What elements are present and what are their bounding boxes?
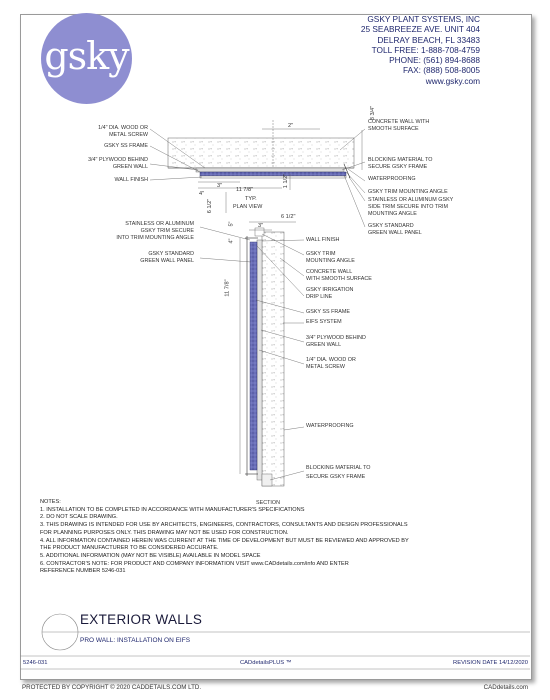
section-label-blocking-2: SECURE GSKY FRAME — [306, 474, 366, 480]
section-dim-b: 3" — [258, 223, 264, 229]
note-item: 2. DO NOT SCALE DRAWING. — [40, 514, 118, 521]
company-address-1: 25 SEABREEZE AVE. UNIT 404 — [360, 24, 480, 35]
plan-plywood — [196, 168, 344, 172]
section-label-trim-3: INTO TRIM MOUNTING ANGLE — [116, 235, 194, 241]
section-dim-a: 5" — [228, 221, 235, 227]
plan-label-side-trim-2: SIDE TRIM SECURE INTO TRIM — [368, 204, 448, 210]
note-item: FOR PLANNING PURPOSES ONLY. THIS DRAWING MAY NOT BE USED FOR CONSTRUCTION. — [40, 529, 289, 536]
company-address-2: DELRAY BEACH, FL 33483 — [377, 34, 480, 45]
section-title: SECTION — [256, 500, 280, 506]
plan-label-plywood-2: GREEN WALL — [112, 164, 148, 170]
section-label-screw-2: METAL SCREW — [306, 364, 345, 370]
company-name: GSKY PLANT SYSTEMS, INC — [367, 14, 480, 24]
plan-dim-typ: TYP. — [245, 196, 257, 202]
section-view — [200, 222, 304, 486]
section-label-panel-2: GREEN WALL PANEL — [140, 258, 194, 264]
plan-label-concrete-1: CONCRETE WALL WITH — [368, 119, 430, 125]
reference-number: 5246-031 — [23, 660, 48, 666]
section-green-wall-panel — [250, 242, 257, 470]
note-item: 3. THIS DRAWING IS INTENDED FOR USE BY ARCHITECTS, ENGINEERS, CONTRACTORS, CONSULTANTS AND DESIGN PROFESSIONALS — [40, 522, 408, 529]
company-website[interactable]: www.gsky.com — [425, 75, 480, 86]
section-label-concrete-2: WITH SMOOTH SURFACE — [306, 276, 372, 282]
plan-label-waterproofing: WATERPROOFING — [368, 176, 416, 182]
section-label-blocking-1: BLOCKING MATERIAL TO — [306, 465, 371, 471]
note-item: REFERENCE NUMBER 5246-031 — [40, 568, 126, 575]
copyright-text: PROTECTED BY COPYRIGHT © 2020 CADDETAILS.COM LTD. — [22, 684, 202, 691]
plan-label-ss-frame: GSKY SS FRAME — [104, 143, 148, 149]
section-dim-height: 11 7/8" — [224, 279, 231, 297]
plan-label-blocking-2: SECURE GSKY FRAME — [368, 164, 428, 170]
plan-label-plywood-1: 3/4" PLYWOOD BEHIND — [88, 157, 148, 163]
logo-text: gsky — [44, 34, 129, 78]
notes-heading: NOTES: — [40, 499, 61, 505]
plan-label-blocking-1: BLOCKING MATERIAL TO — [368, 157, 433, 163]
plan-label-concrete-2: SMOOTH SURFACE — [368, 126, 419, 132]
plan-dim-b: 4" — [199, 191, 205, 197]
note-item: 5. ADDITIONAL INFORMATION (MAY NOT BE VISIBLE) AVAILABLE IN MODEL SPACE — [40, 552, 261, 559]
section-label-trim-2: GSKY TRIM SECURE — [140, 228, 194, 234]
note-item: 6. CONTRACTOR'S NOTE: FOR PRODUCT AND COMPANY INFORMATION VISIT www.CADdetails.com/info AND ENTER — [40, 560, 349, 567]
section-label-concrete-1: CONCRETE WALL — [306, 269, 353, 275]
drawing-title: EXTERIOR WALLS — [80, 612, 203, 627]
section-label-trim-angle-2: MOUNTING ANGLE — [306, 258, 355, 264]
section-label-plywood-1: 3/4" PLYWOOD BEHIND — [306, 335, 366, 341]
section-plywood — [257, 240, 262, 480]
revision-date: REVISION DATE 14/12/2020 — [453, 660, 528, 666]
plan-label-panel-1: GSKY STANDARD — [368, 223, 414, 229]
section-dim-c: 4" — [228, 238, 235, 244]
section-label-irrigation-2: DRIP LINE — [306, 294, 333, 300]
plan-label-side-trim-1: STAINLESS OR ALUMINUM GSKY — [368, 197, 454, 203]
plan-view — [150, 120, 365, 227]
section-label-wall-finish: WALL FINISH — [306, 237, 340, 243]
section-label-waterproofing: WATERPROOFING — [306, 423, 354, 429]
plan-concrete-wall — [168, 138, 354, 168]
section-label-plywood-2: GREEN WALL — [306, 342, 342, 348]
section-label-trim-angle-1: GSKY TRIM — [306, 251, 336, 257]
plan-green-wall-panel — [200, 172, 346, 176]
company-fax: FAX: (888) 508-8005 — [402, 65, 480, 76]
section-label-ss-frame: GSKY SS FRAME — [306, 309, 350, 315]
section-label-panel-1: GSKY STANDARD — [148, 251, 194, 257]
section-label-trim-1: STAINLESS OR ALUMINUM — [125, 221, 194, 227]
plan-label-screw-1: 1/4" DIA. WOOD OR — [98, 125, 148, 131]
note-item: THE PRODUCT MANUFACTURER TO BE CONSIDERED ACCURATE. — [40, 545, 219, 552]
notes-block — [40, 499, 409, 576]
note-item: 4. ALL INFORMATION CONTAINED HEREIN WAS CURRENT AT THE TIME OF DEVELOPMENT BUT MUST BE REVIEWED AND APPROVED BY — [40, 537, 409, 544]
plan-dim-a: 3" — [217, 183, 223, 189]
cadetails-plus: CADdetailsPLUS ™ — [240, 660, 292, 666]
note-item: 1. INSTALLATION TO BE COMPLETED IN ACCORDANCE WITH MANUFACTURER'S SPECIFICATIONS — [40, 506, 305, 513]
caddetails-link[interactable]: CADdetails.com — [483, 684, 528, 691]
section-label-eifs: EIFS SYSTEM — [306, 319, 342, 325]
plan-dim-depth: 8 3/4" — [370, 105, 377, 121]
section-trim-angle — [255, 228, 264, 236]
plan-view-title: PLAN VIEW — [233, 204, 263, 210]
plan-dim-top: 2" — [288, 123, 294, 129]
plan-dim-d: 6 1/2" — [207, 198, 214, 214]
company-toll-free: TOLL FREE: 1-888-708-4759 — [371, 44, 480, 55]
company-phone: PHONE: (561) 894-8688 — [389, 55, 480, 66]
plan-label-screw-2: METAL SCREW — [109, 132, 148, 138]
plan-dim-c: 11 7/8" — [236, 187, 254, 193]
plan-label-panel-2: GREEN WALL PANEL — [368, 230, 422, 236]
section-dim-top: 6 1/2" — [281, 214, 296, 220]
section-label-irrigation-1: GSKY IRRIGATION — [306, 287, 354, 293]
plan-label-wall-finish: WALL FINISH — [114, 177, 148, 183]
section-label-screw-1: 1/4" DIA. WOOD OR — [306, 357, 356, 363]
drawing-subtitle: PRO WALL: INSTALLATION ON EIFS — [80, 637, 191, 644]
plan-label-side-trim-3: MOUNTING ANGLE — [368, 211, 417, 217]
plan-dim-e: 1 1/2" — [283, 173, 290, 189]
section-concrete-wall — [262, 232, 284, 486]
plan-label-trim-angle: GSKY TRIM MOUNTING ANGLE — [368, 189, 448, 195]
